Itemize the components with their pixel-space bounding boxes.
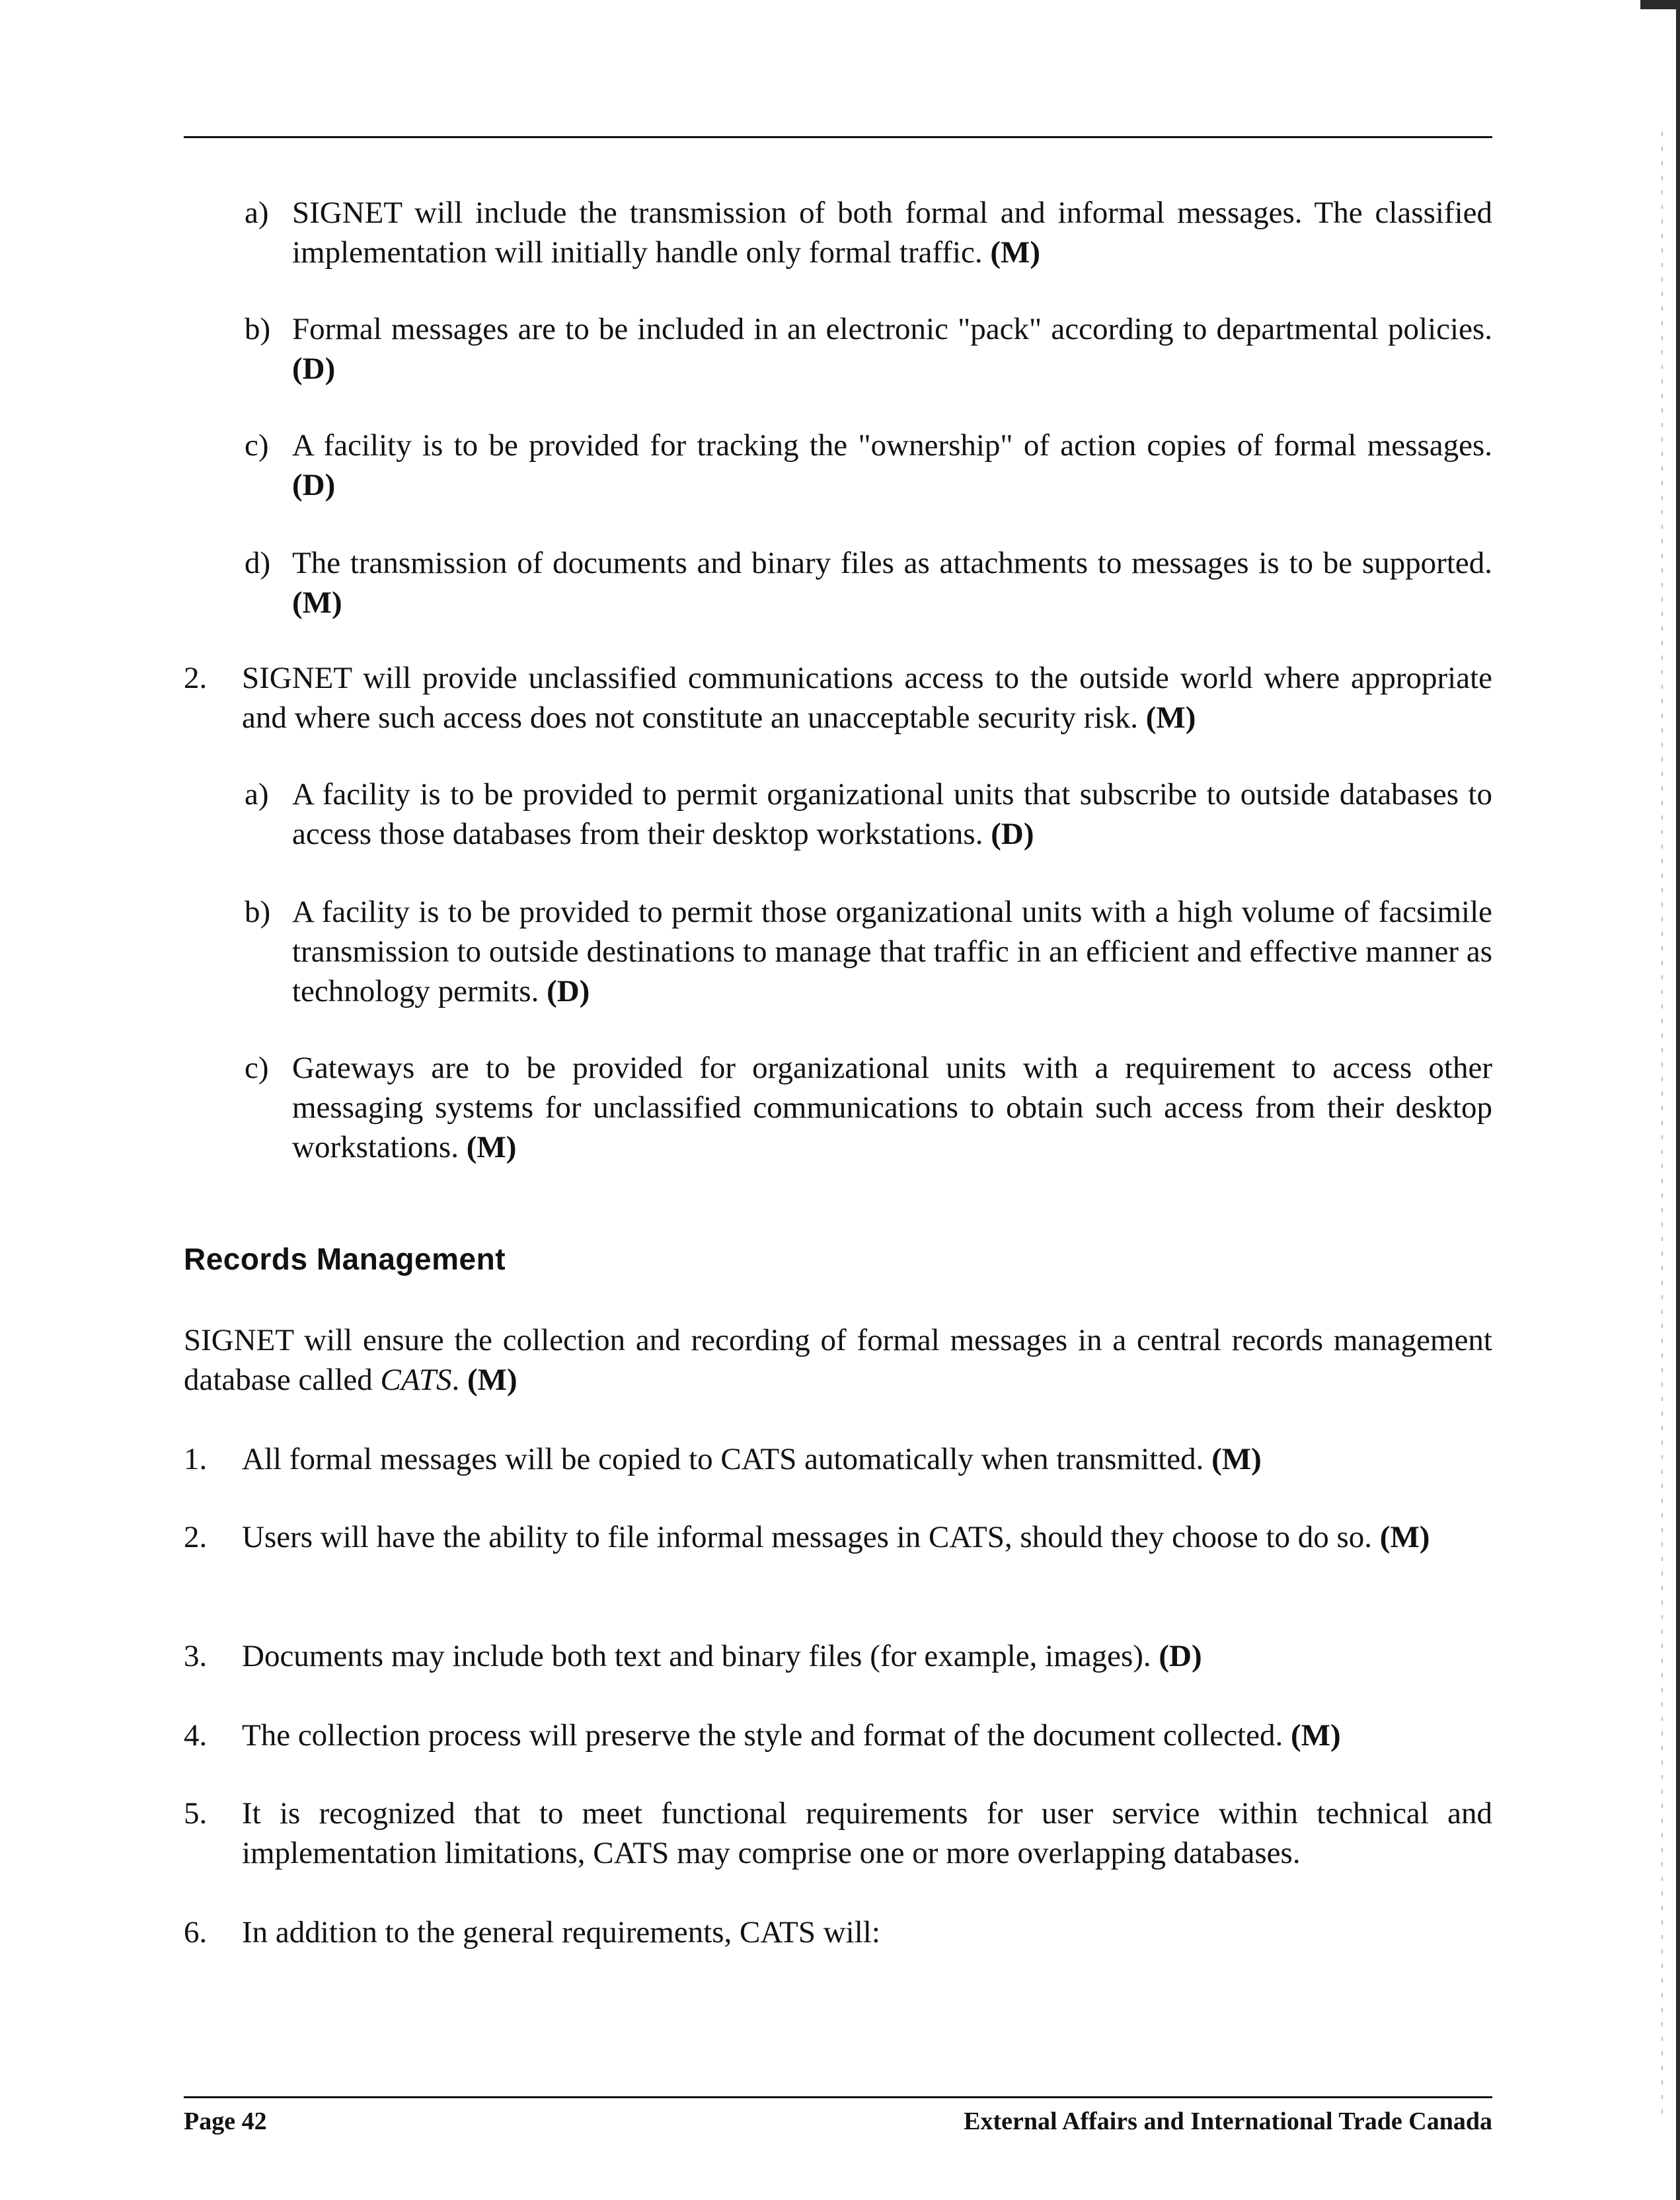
footer-rule bbox=[184, 2096, 1492, 2098]
scan-edge bbox=[1676, 0, 1680, 2200]
requirement-tag: (M) bbox=[990, 235, 1041, 270]
item-marker: d) bbox=[245, 546, 271, 580]
item-text: It is recognized that to meet functional requirements for user service within technical and implementation limitations, CATS may comprise one or more overlapping databases. bbox=[242, 1796, 1492, 1870]
item-marker: b) bbox=[245, 312, 271, 346]
item-marker: 3. bbox=[184, 1639, 208, 1673]
item-text: All formal messages will be copied to CATS automatically when transmitted. (M) bbox=[242, 1442, 1262, 1476]
requirement-tag: (M) bbox=[1211, 1442, 1262, 1476]
item-text: The transmission of documents and binary files as attachments to messages is to be supported. (M) bbox=[292, 546, 1492, 620]
scan-margin-dashes bbox=[1661, 132, 1663, 2115]
requirement-tag: (M) bbox=[1290, 1718, 1341, 1753]
item-text: Documents may include both text and binary files (for example, images). (D) bbox=[242, 1639, 1202, 1673]
item-marker: 2. bbox=[184, 661, 208, 695]
item-marker: c) bbox=[245, 428, 269, 463]
item-text: In addition to the general requirements, CATS will: bbox=[242, 1915, 880, 1950]
item-marker: 6. bbox=[184, 1915, 208, 1950]
cats-term: CATS bbox=[380, 1363, 452, 1397]
item-text: A facility is to be provided to permit organizational units that subscribe to outside databases to access those databases from their desktop workstations. (D) bbox=[292, 777, 1492, 851]
item-text: A facility is to be provided for tracking the "ownership" of action copies of formal messages. (D) bbox=[292, 428, 1492, 502]
item-marker: b) bbox=[245, 895, 271, 929]
page-number: Page 42 bbox=[184, 2107, 267, 2135]
item-marker: a) bbox=[245, 196, 269, 230]
footer-organization: External Affairs and International Trade Canada bbox=[964, 2107, 1492, 2135]
item-marker: 5. bbox=[184, 1796, 208, 1831]
requirement-tag: (D) bbox=[991, 817, 1034, 851]
requirement-tag: (M) bbox=[1145, 701, 1196, 735]
item-text: Gateways are to be provided for organizational units with a requirement to access other messaging systems for unclassified communications to obtain such access from their desktop workstations. (M) bbox=[292, 1051, 1492, 1164]
scan-edge-tick bbox=[1640, 0, 1680, 9]
requirement-tag: (D) bbox=[1159, 1639, 1202, 1673]
requirement-tag: (D) bbox=[292, 468, 336, 502]
requirement-tag: (M) bbox=[292, 586, 342, 620]
item-marker: a) bbox=[245, 777, 269, 812]
item-text: SIGNET will provide unclassified communications access to the outside world where appropriate and where such access does not constitute an unacceptable security risk. (M) bbox=[242, 661, 1492, 735]
intro-paragraph: SIGNET will ensure the collection and recording of formal messages in a central records management database called CATS. (M) bbox=[184, 1323, 1492, 1397]
requirement-tag: (M) bbox=[467, 1363, 517, 1397]
requirement-tag: (D) bbox=[292, 352, 336, 386]
item-text: A facility is to be provided to permit those organizational units with a high volume of facsimile transmission to outside destinations to manage that traffic in an efficient and effective manner as technology permits. (D) bbox=[292, 895, 1492, 1008]
item-text: Formal messages are to be included in an electronic "pack" according to departmental policies. (D) bbox=[292, 312, 1492, 386]
item-marker: c) bbox=[245, 1051, 269, 1085]
item-text: Users will have the ability to file informal messages in CATS, should they choose to do so. (M) bbox=[242, 1520, 1430, 1554]
item-text: The collection process will preserve the style and format of the document collected. (M) bbox=[242, 1718, 1341, 1753]
header-rule bbox=[184, 136, 1492, 138]
requirement-tag: (M) bbox=[466, 1130, 517, 1164]
item-text: SIGNET will include the transmission of both formal and informal messages. The classified implementation will initially handle only formal traffic. (M) bbox=[292, 196, 1492, 270]
item-marker: 2. bbox=[184, 1520, 208, 1554]
item-marker: 1. bbox=[184, 1442, 208, 1476]
requirement-tag: (M) bbox=[1379, 1520, 1430, 1554]
item-marker: 4. bbox=[184, 1718, 208, 1753]
requirement-tag: (D) bbox=[547, 974, 590, 1008]
section-heading: Records Management bbox=[184, 1242, 506, 1276]
